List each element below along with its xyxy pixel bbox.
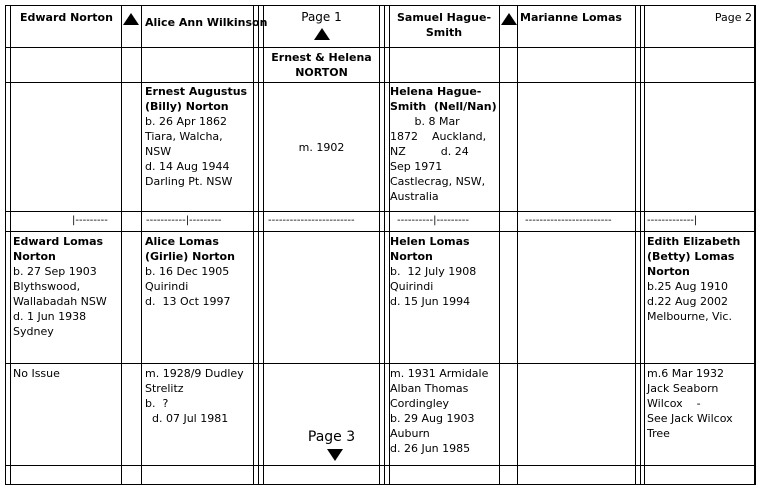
connector-3: ------------------------ — [268, 215, 355, 226]
ernest-name: Ernest Augustus (Billy) Norton — [145, 85, 248, 113]
page1-up-arrow-icon[interactable] — [314, 28, 330, 40]
alice-details: b. 16 Dec 1905 Quirindi d. 13 Oct 1997 — [145, 265, 231, 308]
edith-name: Edith Elizabeth (Betty) Lomas Norton — [647, 235, 741, 278]
nav-up-arrow-icon-left[interactable] — [123, 13, 139, 25]
header-page-2[interactable]: Page 2 — [714, 11, 752, 24]
helena-details: b. 8 Mar 1872 Auckland, NZ d. 24 Sep 1971 Castlecrag, NSW, Australia — [390, 115, 487, 203]
alice-spouse: m. 1928/9 Dudley Strelitz b. ? d. 07 Jul 1981 — [145, 367, 244, 425]
helen-name: Helen Lomas Norton — [390, 235, 470, 263]
rule-left-inner — [10, 5, 11, 485]
rule-right — [754, 5, 756, 485]
connector-4: ----------|--------- — [397, 215, 469, 226]
parents-marriage: m. 1902 — [298, 141, 345, 154]
rule-c4 — [379, 5, 380, 485]
helen-details: b. 12 July 1908 Quirindi d. 15 Jun 1994 — [390, 265, 477, 308]
page3-down-arrow-icon[interactable] — [327, 449, 343, 461]
ernest-details: b. 26 Apr 1862 Tiara, Walcha, NSW d. 14 Aug 1944 Darling Pt. NSW — [145, 115, 233, 188]
connector-6: -------------| — [647, 215, 698, 226]
rule-c5 — [499, 5, 500, 485]
header-edward-norton: Edward Norton — [20, 11, 113, 24]
helen-spouse: m. 1931 Armidale Alban Thomas Cordingley b. 29 Aug 1903 Auburn d. 26 Jun 1985 — [390, 367, 489, 455]
rule-left — [5, 5, 6, 485]
edith-spouse: m.6 Mar 1932 Jack Seaborn Wilcox - See Jack Wilcox Tree — [647, 367, 733, 440]
header-marianne-lomas: Marianne Lomas — [520, 11, 622, 24]
page-3-link[interactable]: Page 3 — [307, 429, 356, 445]
connector-1: |--------- — [72, 215, 108, 226]
header-samuel-hague-smith: Samuel Hague-Smith — [396, 11, 492, 39]
couple-title: Ernest & Helena NORTON — [271, 51, 372, 79]
rule-c6 — [517, 5, 518, 485]
alice-name: Alice Lomas (Girlie) Norton — [145, 235, 235, 263]
edith-details: b.25 Aug 1910 d.22 Aug 2002 Melbourne, Vic. — [647, 280, 732, 323]
header-page-1[interactable]: Page 1 — [301, 10, 342, 24]
connector-2: -----------|--------- — [146, 215, 222, 226]
helena-name: Helena Hague- Smith (Nell/Nan) — [390, 85, 497, 113]
edward-spouse: No Issue — [13, 367, 60, 380]
header-alice-ann-wilkinson: Alice Ann Wilkinson — [145, 16, 268, 29]
rule-c7c — [644, 5, 645, 485]
rule-c7b — [640, 5, 641, 485]
rule-c3 — [253, 5, 254, 485]
rule-c3b — [258, 5, 259, 485]
rule-c1 — [121, 5, 122, 485]
nav-up-arrow-icon-right[interactable] — [501, 13, 517, 25]
rule-c4b — [384, 5, 385, 485]
connector-5: ------------------------ — [525, 215, 612, 226]
rule-c2 — [141, 5, 142, 485]
rule-c7 — [635, 5, 636, 485]
edward-name: Edward Lomas Norton — [13, 235, 104, 263]
edward-details: b. 27 Sep 1903 Blythswood, Wallabadah NSW d. 1 Jun 1938 Sydney — [13, 265, 107, 338]
